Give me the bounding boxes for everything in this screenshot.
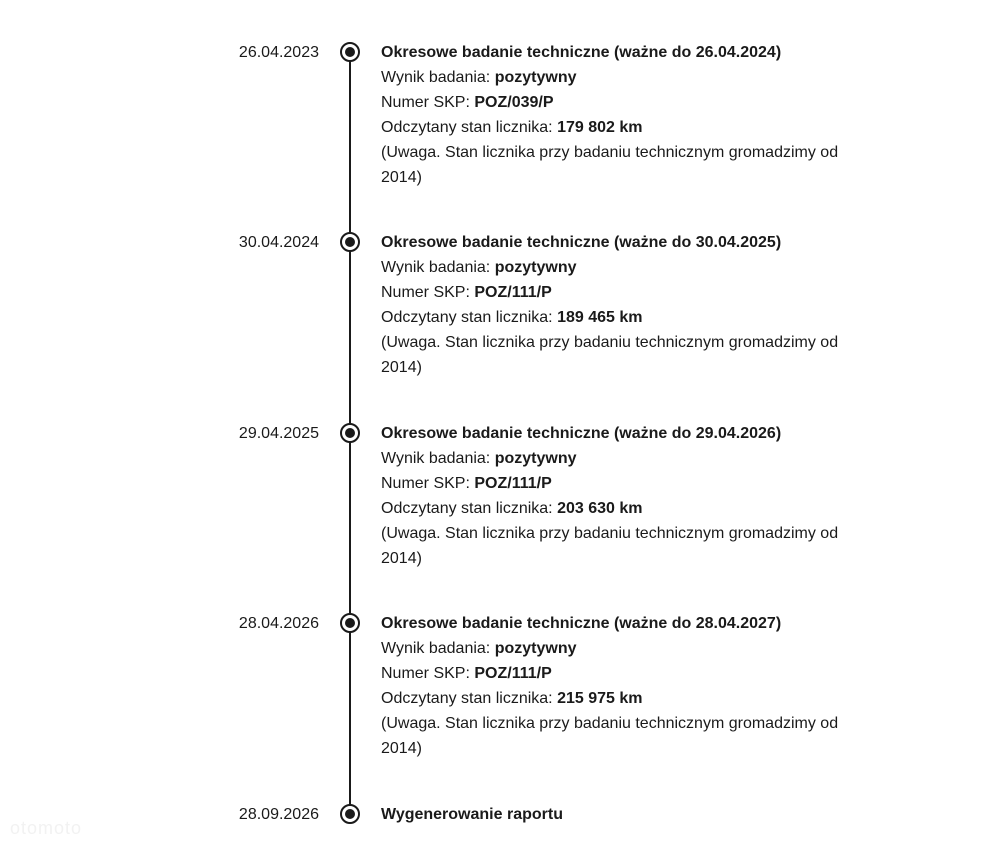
result-row: [381, 65, 881, 90]
skp-label: Numer SKP:: [381, 475, 475, 492]
mileage-value: 179 802 km: [557, 119, 643, 136]
entry-date: 29.04.2025: [238, 425, 319, 442]
result-label: Wynik badania:: [381, 450, 495, 467]
result-value: pozytywny: [494, 640, 577, 657]
entry-date: 28.04.2026: [238, 615, 319, 632]
skp-label: Numer SKP:: [381, 94, 475, 111]
entry-content: [381, 611, 881, 761]
timeline-dot-icon: [340, 804, 360, 824]
skp-row: [381, 661, 881, 686]
result-label: Wynik badania:: [381, 259, 495, 276]
mileage-row: [381, 496, 881, 521]
mileage-value: 215 975 km: [557, 690, 643, 707]
result-value: pozytywny: [494, 450, 577, 467]
mileage-note: (Uwaga. Stan licznika przy badaniu technicznym gromadzimy od 2014): [381, 334, 839, 376]
mileage-note: (Uwaga. Stan licznika przy badaniu technicznym gromadzimy od 2014): [381, 525, 839, 567]
skp-row: [381, 90, 881, 115]
skp-value: POZ/111/P: [474, 475, 552, 492]
skp-label: Numer SKP:: [381, 665, 475, 682]
entry-title: Okresowe badanie techniczne (ważne do 28.04.2027): [381, 615, 782, 632]
mileage-label: Odczytany stan licznika:: [381, 500, 558, 517]
result-row: [381, 255, 881, 280]
skp-row: [381, 280, 881, 305]
timeline-dot-icon: [340, 613, 360, 633]
mileage-note: (Uwaga. Stan licznika przy badaniu technicznym gromadzimy od 2014): [381, 715, 839, 757]
result-label: Wynik badania:: [381, 640, 495, 657]
mileage-value: 189 465 km: [557, 309, 643, 326]
entry-title: Okresowe badanie techniczne (ważne do 29.04.2026): [381, 425, 782, 442]
timeline-dot-icon: [340, 232, 360, 252]
mileage-row: [381, 305, 881, 330]
entry-date: 26.04.2023: [238, 44, 319, 61]
result-value: pozytywny: [494, 259, 577, 276]
mileage-row: [381, 686, 881, 711]
result-label: Wynik badania:: [381, 69, 495, 86]
mileage-row: [381, 115, 881, 140]
skp-row: [381, 471, 881, 496]
mileage-label: Odczytany stan licznika:: [381, 309, 558, 326]
skp-value: POZ/111/P: [474, 665, 552, 682]
mileage-label: Odczytany stan licznika:: [381, 119, 558, 136]
result-value: pozytywny: [494, 69, 577, 86]
entry-content: [381, 802, 881, 827]
entry-title: Wygenerowanie raportu: [381, 806, 563, 823]
timeline-dot-icon: [340, 42, 360, 62]
entry-content: [381, 230, 881, 380]
result-row: [381, 446, 881, 471]
entry-content: [381, 40, 881, 190]
mileage-label: Odczytany stan licznika:: [381, 690, 558, 707]
watermark-logo: otomoto: [10, 818, 83, 838]
entry-content: [381, 421, 881, 571]
entry-date: 30.04.2024: [238, 234, 319, 251]
entry-title: Okresowe badanie techniczne (ważne do 30.04.2025): [381, 234, 782, 251]
mileage-note: (Uwaga. Stan licznika przy badaniu technicznym gromadzimy od 2014): [381, 144, 839, 186]
entry-date: 28.09.2026: [238, 806, 319, 823]
entry-title: Okresowe badanie techniczne (ważne do 26.04.2024): [381, 44, 782, 61]
timeline-dot-icon: [340, 423, 360, 443]
mileage-value: 203 630 km: [557, 500, 643, 517]
skp-label: Numer SKP:: [381, 284, 475, 301]
skp-value: POZ/039/P: [474, 94, 554, 111]
result-row: [381, 636, 881, 661]
skp-value: POZ/111/P: [474, 284, 552, 301]
